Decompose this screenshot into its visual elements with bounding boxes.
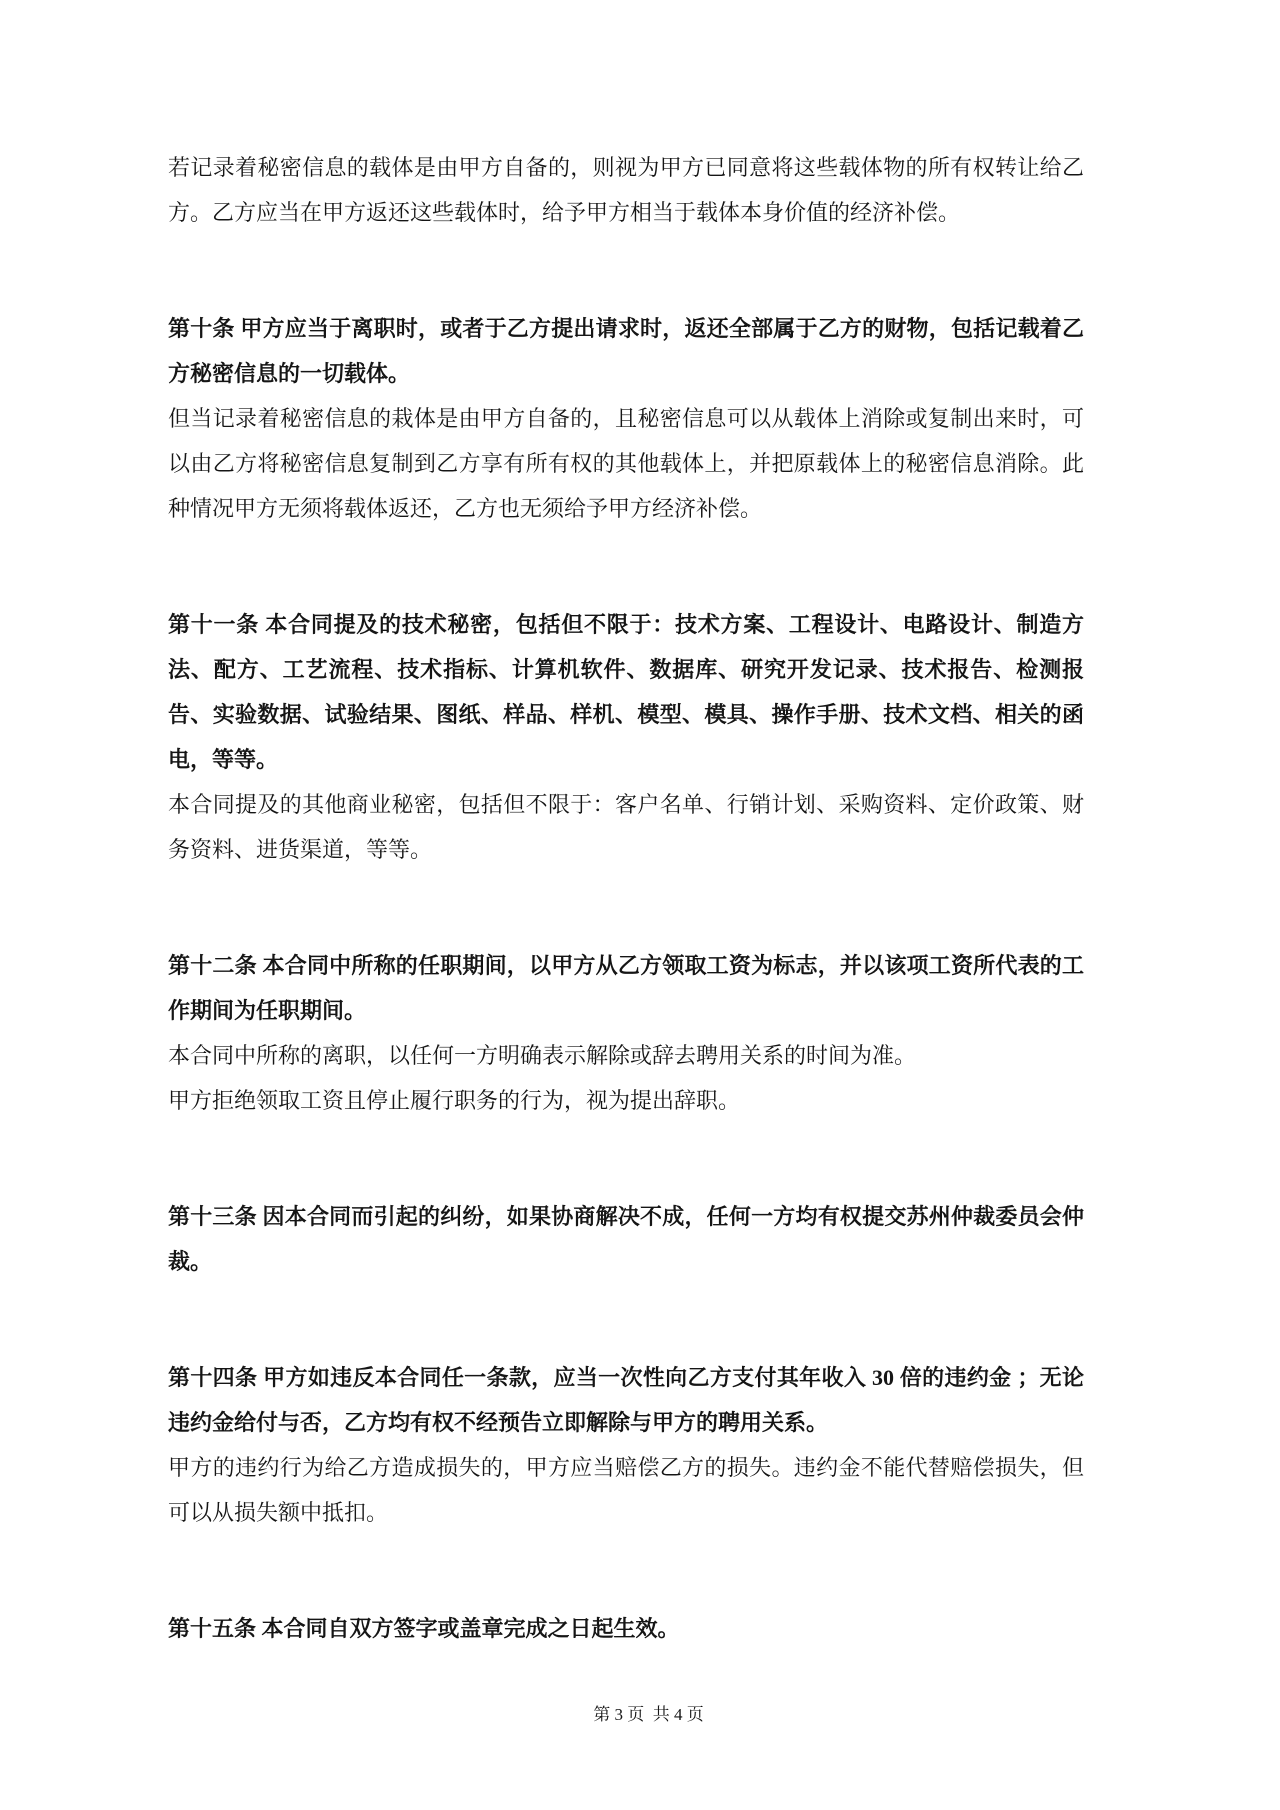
page-footer xyxy=(0,1679,1280,1751)
contract-section xyxy=(168,602,1084,872)
contract-section xyxy=(168,1355,1084,1535)
body-paragraph: 若记录着秘密信息的载体是由甲方自备的，则视为甲方已同意将这些载体物的所有权转让给乙方。乙方应当在甲方返还这些载体时，给予甲方相当于载体本身价值的经济补偿。 xyxy=(168,155,1084,225)
body-paragraph: 甲方拒绝领取工资且停止履行职务的行为，视为提出辞职。 xyxy=(168,1088,741,1113)
clause-paragraph: 第十条 甲方应当于离职时，或者于乙方提出请求时，返还全部属于乙方的财物，包括记载着乙方秘密信息的一切载体。 xyxy=(168,316,1084,386)
clause-paragraph: 第十四条 甲方如违反本合同任一条款，应当一次性向乙方支付其年收入 30 倍的违约金 ；无论违约金给付与否，乙方均有权不经预告立即解除与甲方的聘用关系。 xyxy=(168,1365,1084,1435)
contract-section xyxy=(168,145,1084,235)
body-paragraph: 但当记录着秘密信息的栽体是由甲方自备的，且秘密信息可以从载体上消除或复制出来时，可以由乙方将秘密信息复制到乙方享有所有权的其他载体上，并把原载体上的秘密信息消除。此种情况甲方无须将载体返还，乙方也无须给予甲方经济补偿。 xyxy=(168,406,1084,521)
contract-section xyxy=(168,1194,1084,1284)
body-paragraph: 本合同提及的其他商业秘密，包括但不限于：客户名单、行销计划、采购资料、定价政策、财务资料、进货渠道，等等。 xyxy=(168,792,1084,862)
page-number-text: 第 3 页 共 4 页 xyxy=(593,1705,704,1724)
clause-paragraph: 第十一条 本合同提及的技术秘密，包括但不限于：技术方案、工程设计、电路设计、制造方法、配方、工艺流程、技术指标、计算机软件、数据库、研究开发记录、技术报告、检测报告、实验数据、试验结果、图纸、样品、样机、模型、模具、操作手册、技术文档、相关的函电，等等。 xyxy=(168,612,1084,772)
clause-paragraph: 第十五条 本合同自双方签字或盖章完成之日起生效。 xyxy=(168,1616,680,1641)
contract-section xyxy=(168,306,1084,531)
contract-section xyxy=(168,943,1084,1123)
clause-paragraph: 第十二条 本合同中所称的任职期间，以甲方从乙方领取工资为标志，并以该项工资所代表的工作期间为任职期间。 xyxy=(168,953,1084,1023)
contract-section xyxy=(168,1606,1084,1651)
body-paragraph: 本合同中所称的离职，以任何一方明确表示解除或辞去聘用关系的时间为准。 xyxy=(168,1043,917,1068)
clause-paragraph: 第十三条 因本合同而引起的纠纷，如果协商解决不成，任何一方均有权提交苏州仲裁委员会仲裁。 xyxy=(168,1204,1084,1274)
body-paragraph: 甲方的违约行为给乙方造成损失的，甲方应当赔偿乙方的损失。违约金不能代替赔偿损失，但可以从损失额中抵扣。 xyxy=(168,1455,1084,1525)
